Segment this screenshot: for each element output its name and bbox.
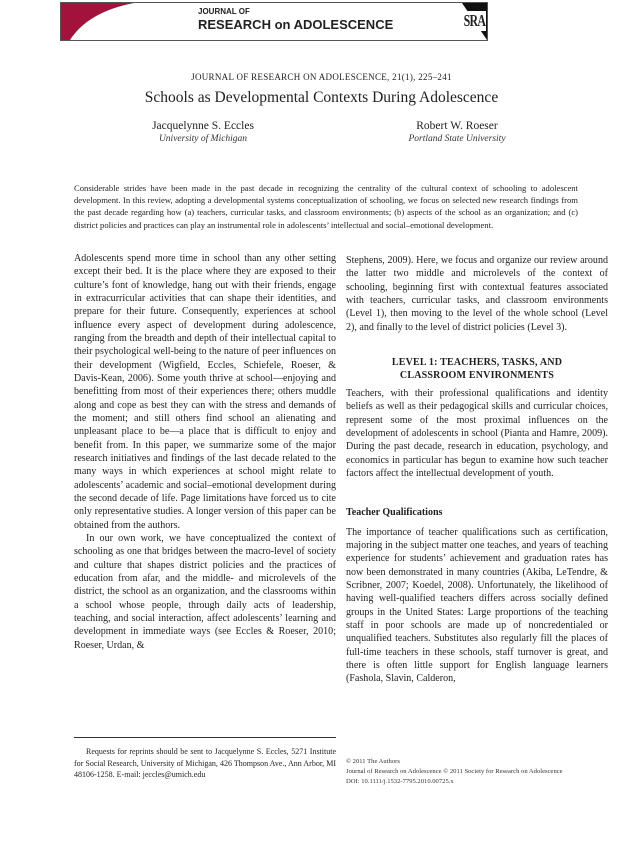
author-name: Robert W. Roeser	[416, 120, 498, 132]
body-paragraph: In our own work, we have conceptualized the context of schooling as one that bridges between the macro-level of society and culture that shapes district policies and the practices of education from afar, and the middle- and microlevels of the district, the school as an organization, and the classrooms within a school whose people, through daily acts of leadership, teaching, and social interaction, affect adolescents’ learning and development in immediate ways (see Eccles & Roeser, 2010; Roeser, Urdan, &	[74, 532, 336, 651]
article-title: Schools as Developmental Contexts During Adolescence	[144, 89, 499, 106]
journal-name-line2: RESEARCH on ADOLESCENCE	[198, 17, 394, 32]
journal-name-line1: JOURNAL OF	[198, 7, 250, 16]
copyright-line: © 2011 The Authors	[346, 758, 400, 765]
copyright-line: Journal of Research on Adolescence © 2011 Society for Research on Adolescence	[346, 768, 563, 775]
abstract: Considerable strides have been made in the past decade in recognizing the centrality of the cultural context of schooling to adolescent development. In this review, adopting a developmental systems conceptualization of schooling, we focus on selected new research findings from the past decade regarding how (a) teachers, curricular tasks, and classroom environments; (b) aspects of the school as an organization; and (c) district policies and practices can play an instrumental role in adolescents’ intellectual and social–emotional development.	[74, 183, 578, 230]
footnote-divider	[74, 737, 336, 738]
sra-logo: SRA	[463, 11, 486, 30]
author-1	[93, 120, 313, 144]
journal-citation: JOURNAL OF RESEARCH ON ADOLESCENCE, 21(1), 225–241	[191, 72, 452, 82]
copyright-block	[346, 757, 626, 787]
body-left-column	[74, 252, 336, 652]
body-paragraph: Adolescents spend more time in school than any other setting except their bed. It is the place where they are exposed to their culture’s font of knowledge, hang out with their friends, engage in extracurricular activities that can shape their identities, and prepare for their future. Consequently, experiences at school influence every aspect of development during adolescence, ranging from the breadth and depth of their intellectual capital to their psychological well-being to the nature of peer influences on their development (Wigfield, Eccles, Schiefele, Roeser, & Davis-Kean, 2006). Some youth thrive at school—enjoying and benefitting from most of their experiences there; others muddle along and cope as best they can with the stress and demands of the moment; and still others find school an alienating and unpleasant place to be—a place that is difficult to enjoy and benefit from. In this paper, we summarize some of the major research initiatives and findings of the last decade related to the many ways in which experiences at school might relate to adolescents’ academic and social–emotional development during the second decade of life. Page limitations have forced us to cite only representative studies. A longer version of this paper can be obtained from the authors.	[74, 253, 336, 531]
body-right-column	[346, 254, 608, 686]
reprint-footnote: Requests for reprints should be sent to Jacquelynne S. Eccles, 5271 Institute for Social Research, University of Michigan, 426 Thompson Ave., Ann Arbor, MI 48106-1258. E-mail: jeccles@umich.edu	[74, 747, 336, 779]
doi-line: DOI: 10.1111/j.1532-7795.2010.00725.x	[346, 778, 454, 785]
section-heading-line: LEVEL 1: TEACHERS, TASKS, AND	[391, 356, 563, 368]
journal-banner	[60, 2, 488, 41]
author-affiliation: University of Michigan	[158, 134, 248, 144]
body-paragraph: The importance of teacher qualifications such as certification, majoring in the subject matter one teaches, and years of teaching experience for students’ achievement and graduation rates has now been demonstrated in many countries (Akiba, LeTendre, & Scribner, 2007; Koedel, 2008). Unfortunately, the likelihood of having well-qualified teachers differs across socially defined groups in the United States: Large proportions of the teaching staff in poor schools are made up of noncredentialed or unqualified teachers. Substitutes also regularly fill the places of full-time teachers in these schools, staff turnover is great, and there is often little support for English language learners (Fashola, Slavin, Calderon,	[346, 526, 608, 685]
subsection-heading: Teacher Qualifications	[346, 507, 443, 519]
author-affiliation: Portland State University	[408, 134, 506, 144]
section-heading-line: CLASSROOM ENVIRONMENTS	[399, 369, 555, 381]
section-heading	[346, 356, 608, 382]
journal-name	[198, 8, 393, 31]
author-2	[347, 120, 567, 144]
author-name: Jacquelynne S. Eccles	[152, 120, 254, 132]
body-paragraph: Stephens, 2009). Here, we focus and organize our review around the latter two middle and microlevels of the context of schooling, beginning first with contextual features associated with teachers, curricular tasks, and classroom environments (Level 1), then moving to the level of the whole school (Level 2), and finally to the level of district policies (Level 3).	[346, 255, 608, 333]
body-paragraph: Teachers, with their professional qualifications and identity beliefs as well as their pedagogical skills and curricular choices, represent some of the most proximal influences on the development of adolescents in school (Pianta and Hamre, 2009). During the past decade, research in education, psychology, and economics in particular has begun to examine how such teacher factors affect the intellectual development of youth.	[346, 387, 608, 479]
